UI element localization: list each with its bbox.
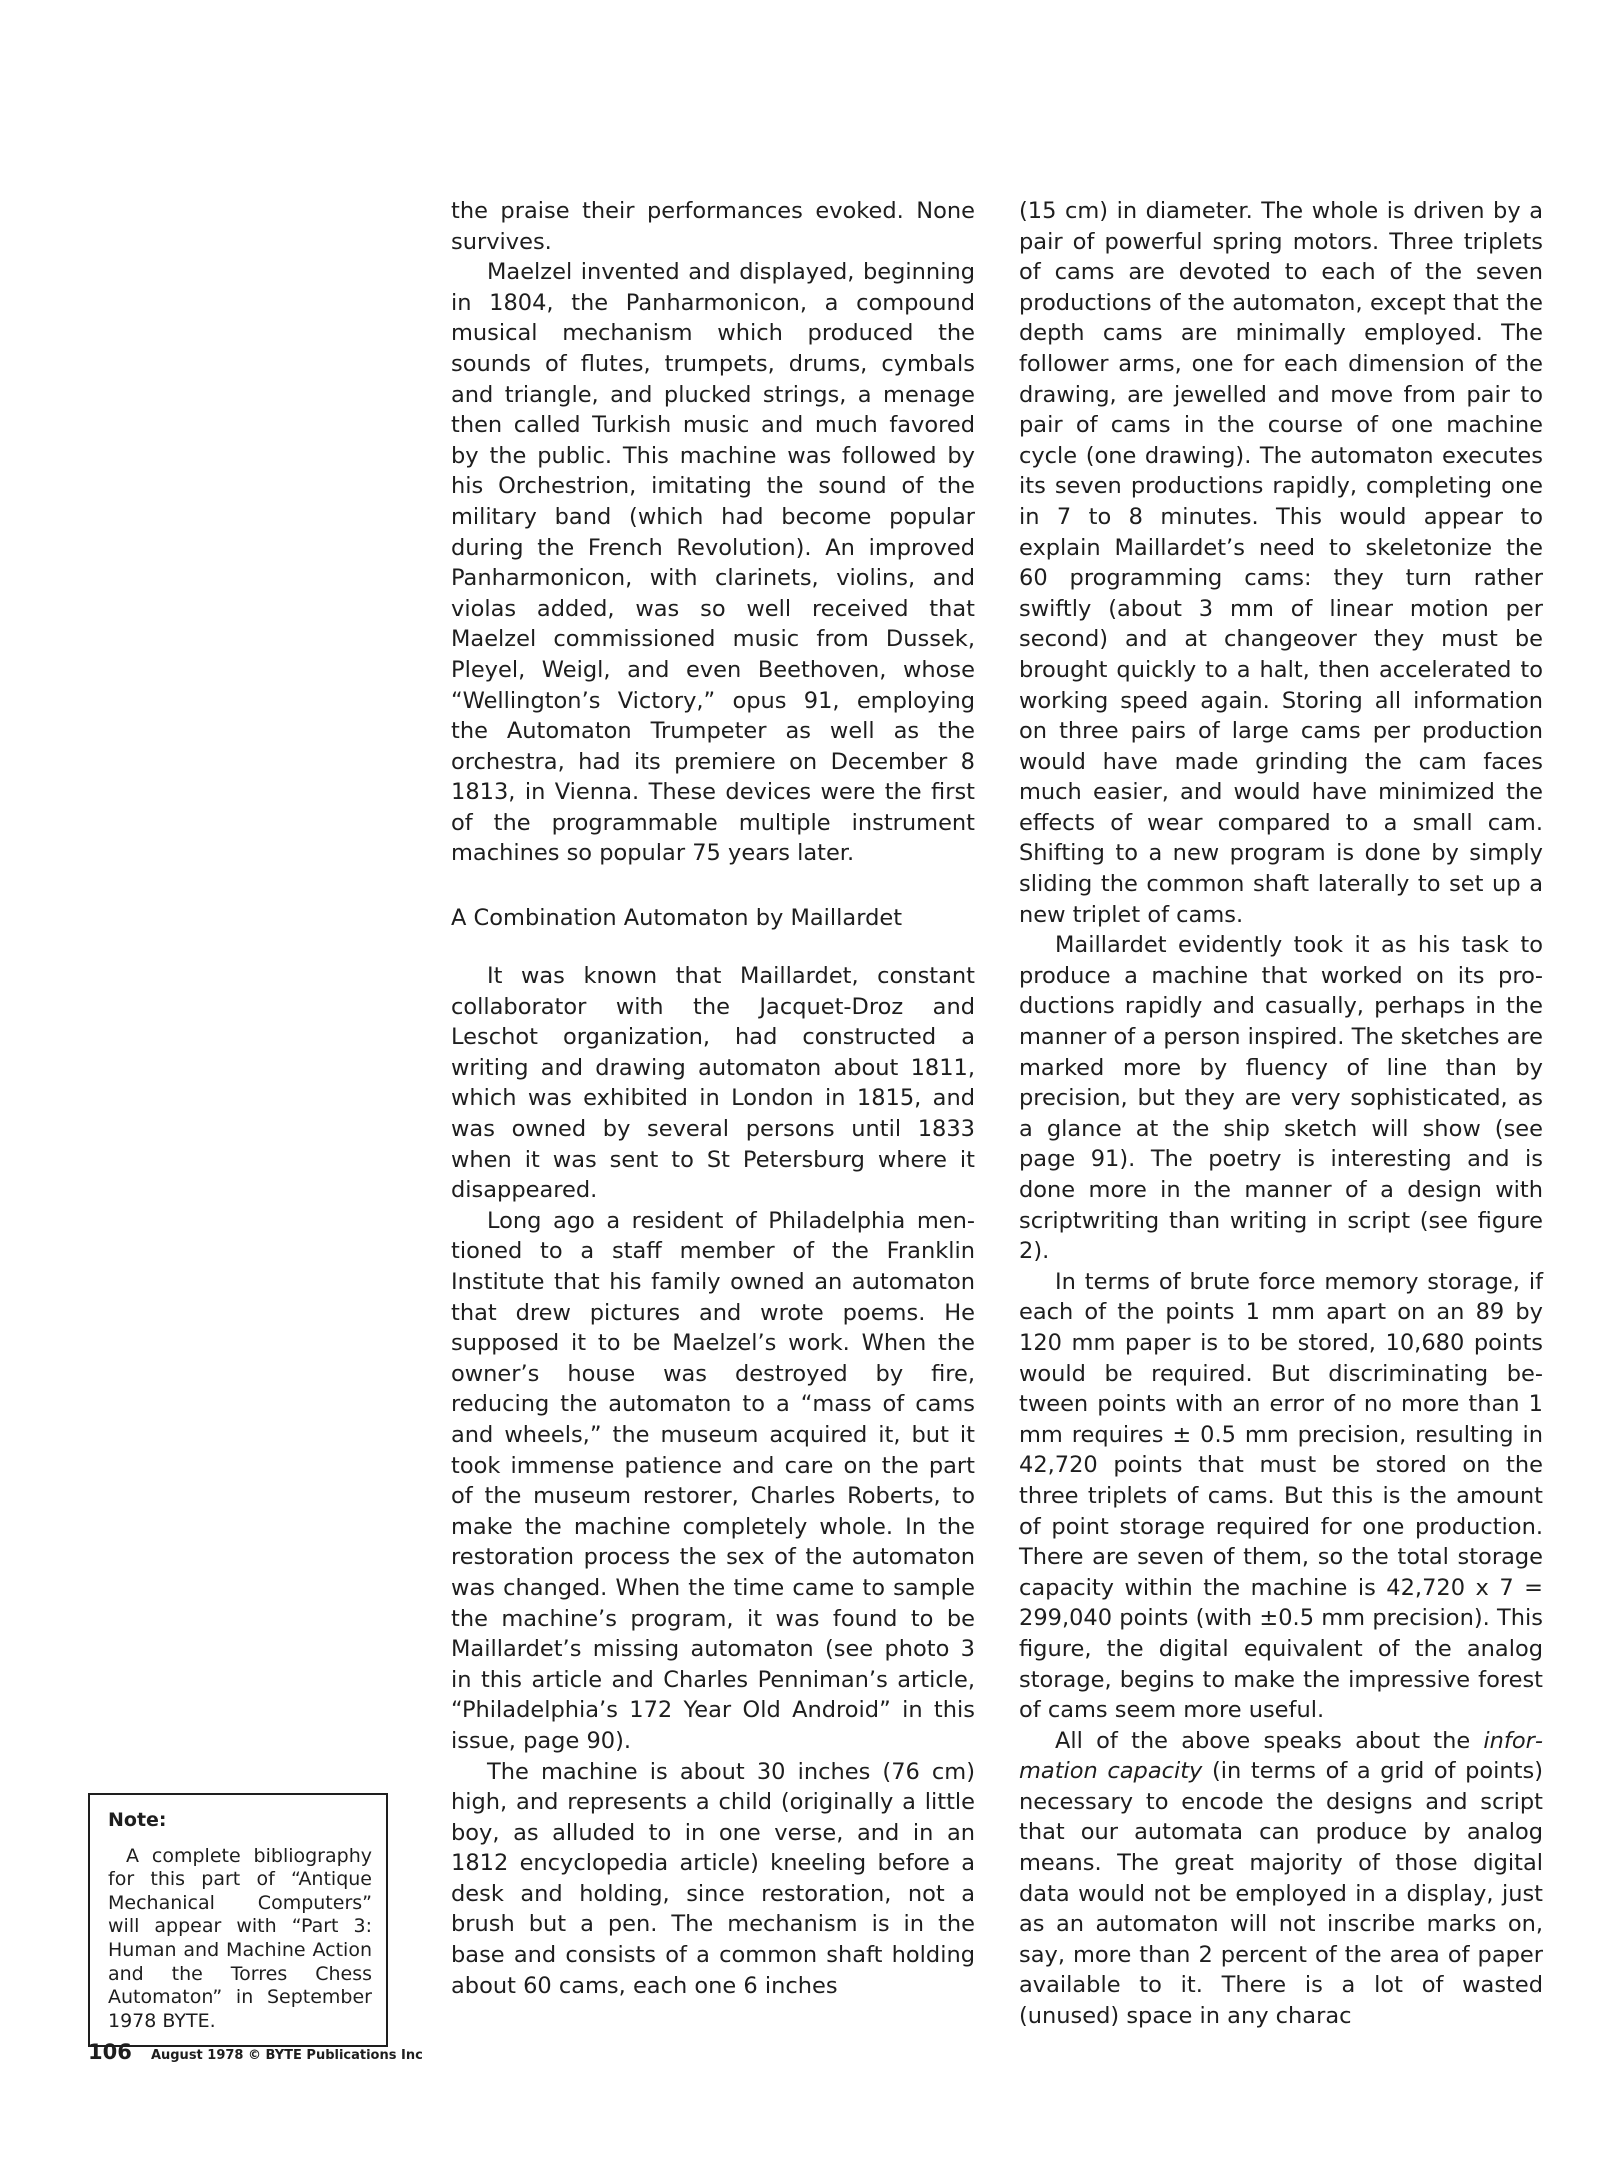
text-run: All of the above speaks about the (1055, 1727, 1484, 1754)
page-number: 106 (88, 2040, 132, 2064)
text-run: (in terms of a grid of points) necessary to encode the designs and script that our automata can produce by analog means. The great majority of those digital data would not be employed in a display, just as an automaton will not inscribe marks on, say, more than 2 percent of the area of paper available to it. There is a lot of wasted (unused) space in any charac (1019, 1758, 1543, 2030)
paragraph-philadelphia: Long ago a resident of Philadelphia mentioned to a staff member of the Franklin Institute that his family owned an automaton that drew pictures and wrote poems. He supposed it to be Maelzel’s work. When the owner’s house was destroyed by fire, reducing the automaton to a “mass of cams and wheels,” the museum acquired it, but it took immense patience and care on the part of the museum restorer, Charles Roberts, to make the machine completely whole. In the restoration process the sex of the automaton was changed. When the time came to sample the machine’s program, it was found to be Maillardet’s missing automaton (see photo 3 in this article and Charles Penniman’s article, “Philadelphia’s 172 Year Old Android” in this issue, page 90). (451, 1207, 975, 1754)
footer-credit: August 1978 © BYTE Publications Inc (150, 2048, 423, 2063)
note-box (88, 1793, 388, 2047)
paragraph-maillardet: It was known that Maillardet, constant collaborator with the Jacquet-Droz and Leschot organization, had constructed a writing and drawing automaton about 1811, which was exhibited in London in 1815, and was owned by several persons until 1833 when it was sent to St Petersburg where it disappeared. (451, 963, 975, 1204)
page-footer (88, 2040, 423, 2064)
paragraph-information-capacity (1019, 1726, 1543, 2032)
paragraph-machine-description: The machine is about 30 inches (76 cm) high, and represents a child (originally a little boy, as alluded to in one verse, and in an 1812 encyclopedia article) kneeling before a desk and holding, since restoration, not a brush but a pen. The mechanism is in the base and consists of a common shaft holding about 60 cams, each one 6 inches (451, 1758, 975, 1999)
paragraph-panharmonicon: Maelzel invented and displayed, beginning in 1804, the Panharmonicon, a compound musical mechanism which produced the sounds of flutes, trumpets, drums, cymbals and triangle, and plucked strings, a menage then called Turkish music and much favored by the public. This machine was followed by his Orchestrion, imitating the sound of the military band (which had become popular during the French Revolution). An improved Panharmonicon, with clarinets, violins, and violas added, was so well received that Maelzel commissioned music from Dussek, Pleyel, Weigl, and even Beethoven, whose “Wellington’s Victory,” opus 91, employing the Automaton Trumpeter as well as the orchestra, had its premiere on December 8 1813, in Vienna. These devices were the first of the programmable multiple instrument machines so popular 75 years later. (451, 259, 975, 867)
paragraph-memory-storage: In terms of brute force memory storage, if each of the points 1 mm apart on an 89 by 120 mm paper is to be stored, 10,680 points would be required. But discriminating between points with an error of no more than 1 mm requires ± 0.5 mm precision, resulting in 42,720 points that must be stored on the three triplets of cams. But this is the amount of point storage required for one production. There are seven of them, so the total storage capacity within the machine is 42,720 x 7 = 299,040 points (with ±0.5 mm precision). This figure, the digital equivalent of the analog storage, begins to make the impressive forest of cams seem more useful. (1019, 1268, 1543, 1724)
note-text: A complete bibliography for this part of “Antique Mechanical Computers” will appear with “Part 3: Human and Machine Action and the Torres Chess Automaton” in September 1978 BYTE. (108, 1844, 372, 2032)
article-column-right (1019, 196, 1543, 2032)
section-heading: A Combination Automaton by Maillardet (451, 905, 903, 932)
note-title: Note: (108, 1809, 167, 1831)
paragraph-productions: Maillardet evidently took it as his task to produce a machine that worked on its productions rapidly and casually, perhaps in the manner of a person inspired. The sketches are marked more by fluency of line than by precision, but they are very sophisticated, as a glance at the ship sketch will show (see page 91). The poetry is interesting and is done more in the manner of a design with scriptwriting than writing in script (see figure 2). (1019, 932, 1543, 1265)
paragraph-cams-continued: (15 cm) in diameter. The whole is driven by a pair of powerful spring motors. Three triplets of cams are devoted to each of the seven productions of the automaton, except that the depth cams are minimally employed. The follower arms, one for each dimension of the drawing, are jewelled and move from pair to pair of cams in the course of one machine cycle (one drawing). The automaton executes its seven productions rapidly, completing one in 7 to 8 minutes. This would appear to explain Maillardet’s need to skeletonize the 60 programming cams: they turn rather swiftly (about 3 mm of linear motion per second) and at changeover they must be brought quickly to a halt, then accelerated to working speed again. Storing all information on three pairs of large cams per production would have made grinding the cam faces much easier, and would have minimized the effects of wear compared to a small cam. Shifting to a new program is done by simply sliding the common shaft laterally to set up a new triplet of cams. (1019, 198, 1543, 928)
article-column-middle (451, 196, 975, 2001)
paragraph-continued: the praise their performances evoked. None survives. (451, 198, 975, 255)
italic-term: information capacity (1019, 1727, 1543, 1785)
